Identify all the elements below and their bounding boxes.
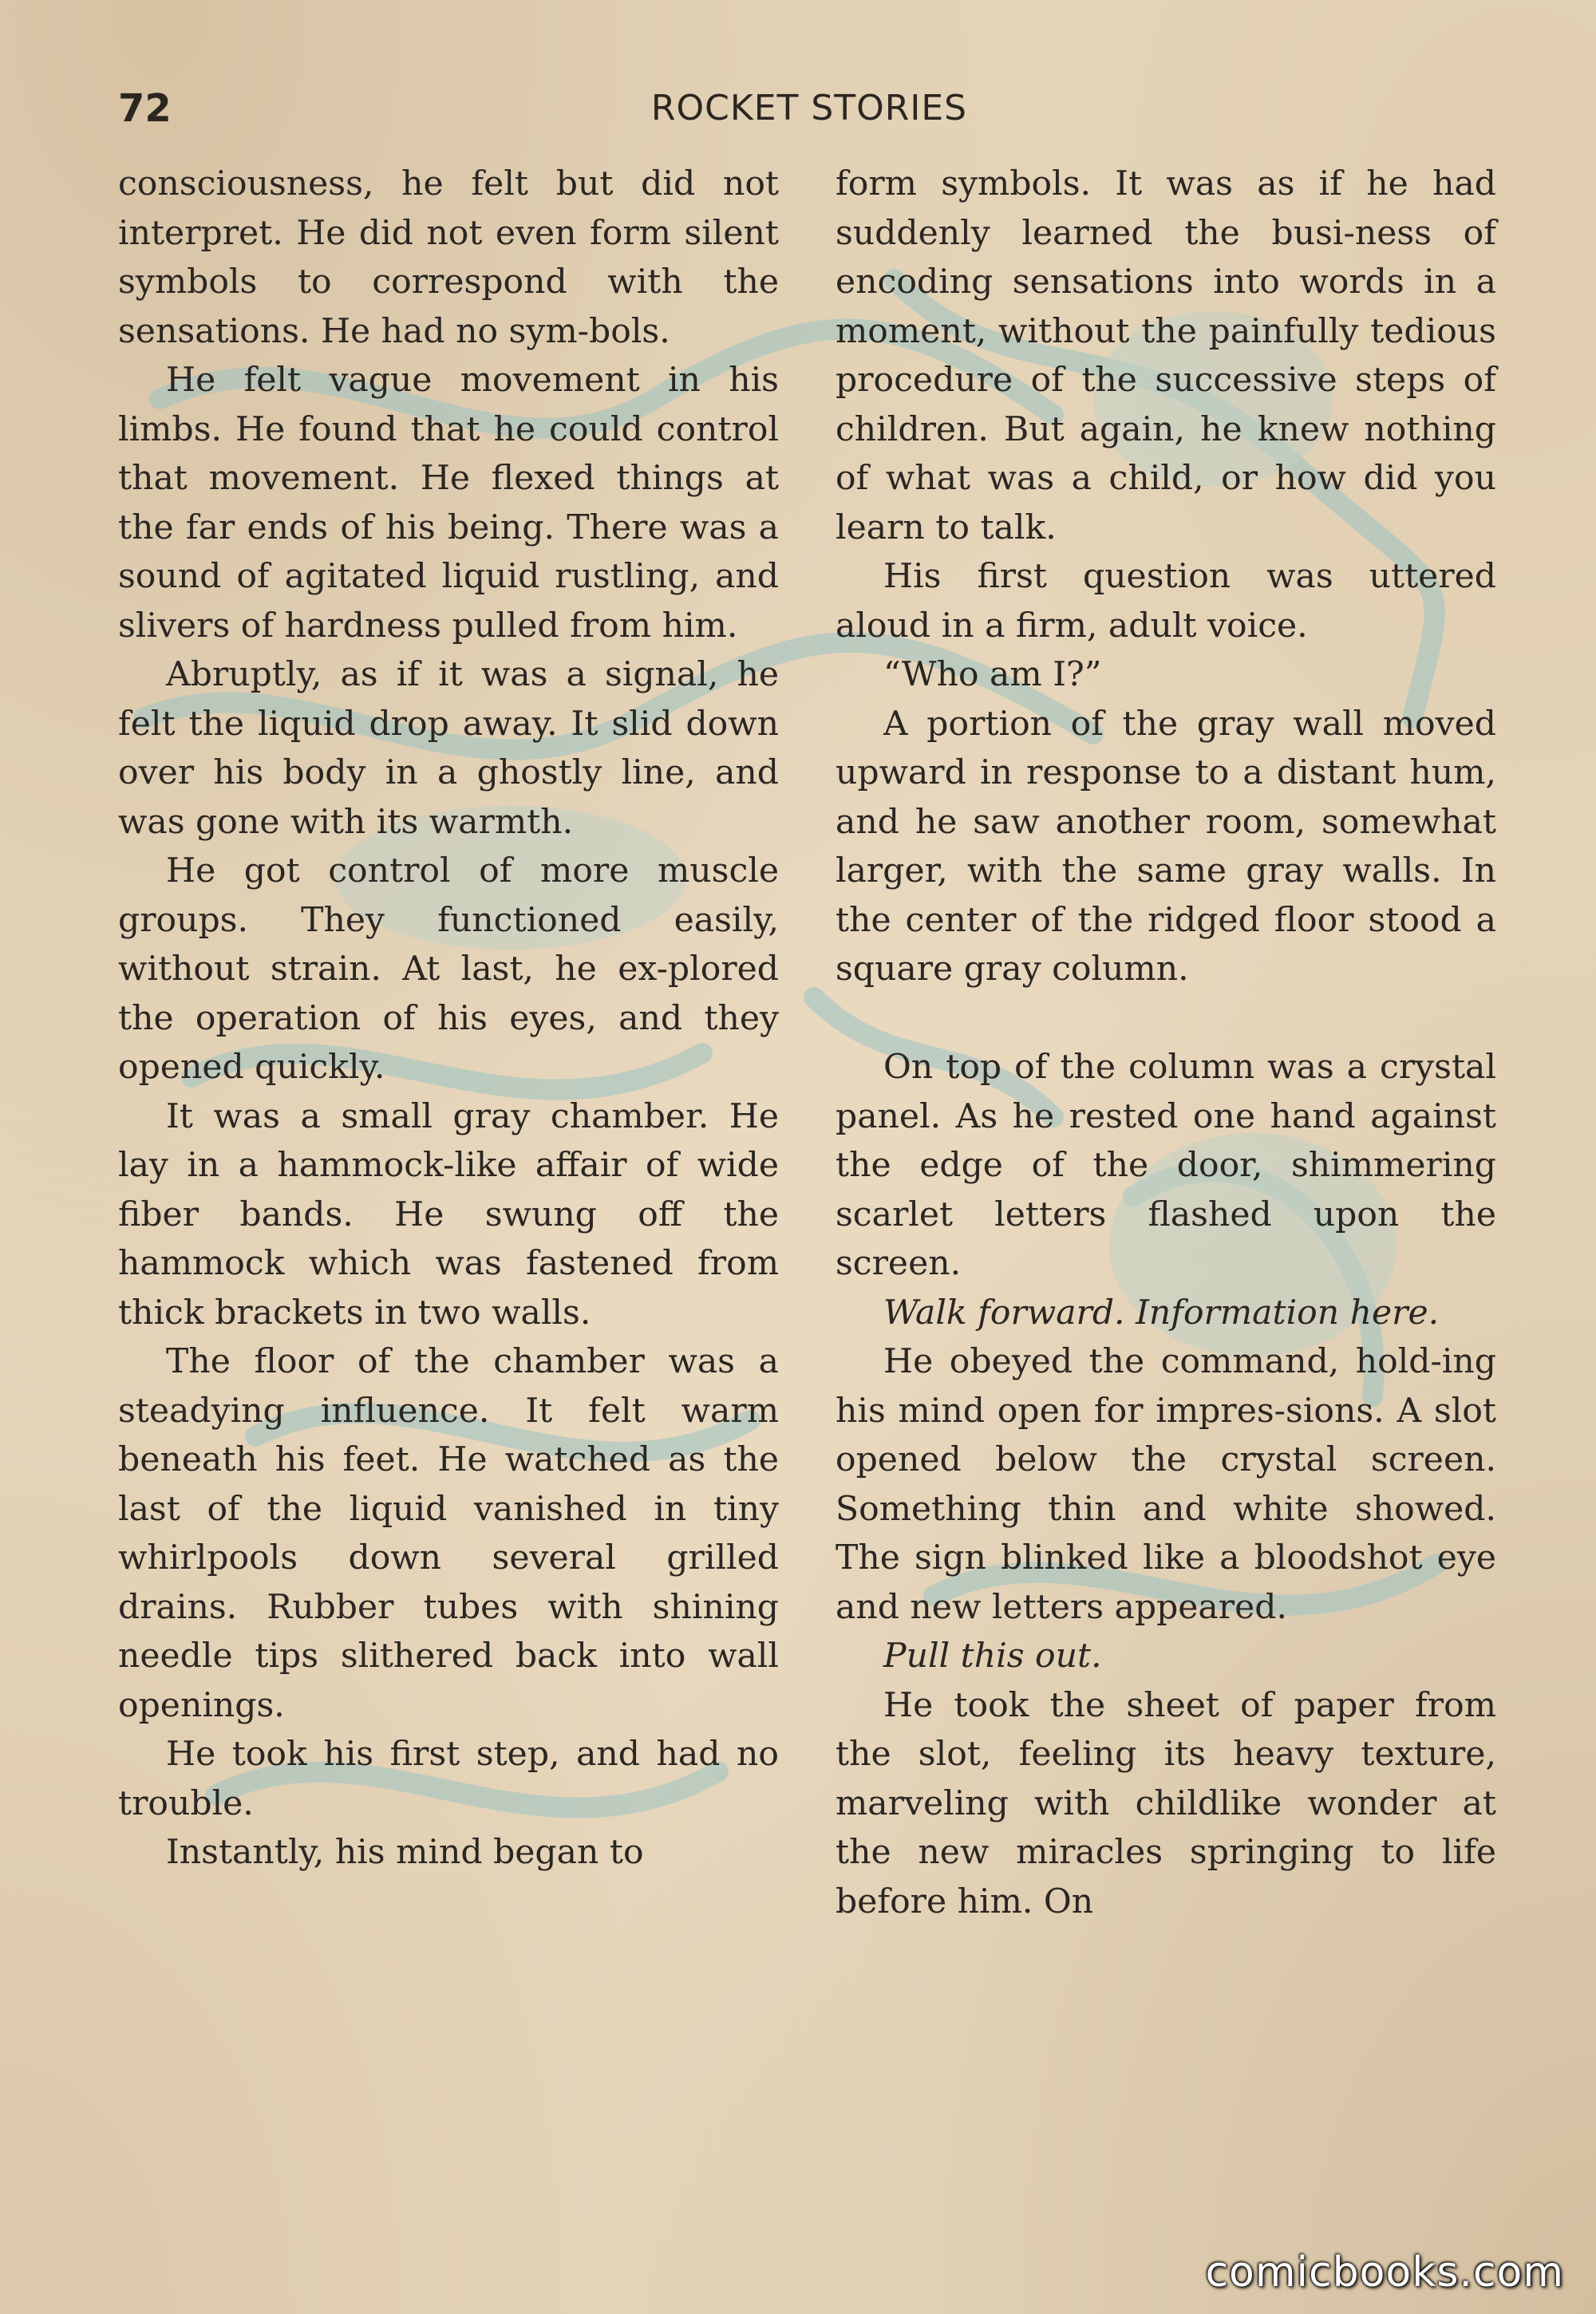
page-header — [118, 86, 1500, 142]
paragraph: He got control of more muscle groups. They functioned easily, without strain. At last, he ex-plored the operation of his eyes, and they opened quickly. — [118, 851, 779, 1087]
paragraph: The floor of the chamber was a steadying influence. It felt warm beneath his feet. He watched as the last of the liquid vanished in tiny whirlpools down several grilled drains. Rubber tubes with shining needle tips slithered back into wall openings. — [118, 1342, 779, 1725]
paragraph: A portion of the gray wall moved upward in response to a distant hum, and he saw another room, somewhat larger, with the same gray walls. In the center of the ridged floor stood a square gray column. — [836, 704, 1496, 989]
running-head: ROCKET STORIES — [650, 88, 968, 128]
left-text-column — [118, 160, 779, 1878]
screen-message: Walk forward. Information here. — [883, 1293, 1440, 1333]
paragraph: His first question was uttered aloud in a firm, adult voice. — [836, 557, 1496, 646]
right-text-column — [836, 160, 1496, 1926]
quoted-question: “Who am I?” — [883, 655, 1102, 694]
paragraph: On top of the column was a crystal panel. As he rested one hand against the edge of the door, shimmering scarlet letters flashed upon the screen. — [836, 1048, 1496, 1283]
paragraph: He took the sheet of paper from the slot, feeling its heavy texture, marveling with childlike wonder at the new miracles springing to life before him. On — [836, 1685, 1496, 1921]
paragraph: Abruptly, as if it was a signal, he felt the liquid drop away. It slid down over his body in a ghostly line, and was gone with its warmth. — [118, 655, 779, 842]
watermark: comicbooks.com — [1205, 2249, 1564, 2296]
paragraph: form symbols. It was as if he had suddenly learned the busi-ness of encoding sensations into words in a moment, without the painfully tedious procedure of the successive steps of children. But again, he knew nothing of what was a child, or how did you learn to talk. — [836, 164, 1496, 547]
paragraph: He obeyed the command, hold-ing his mind open for impres-sions. A slot opened below the crystal screen. Something thin and white showed. The sign blinked like a bloodshot eye and new letters appeared. — [836, 1342, 1496, 1627]
paragraph: consciousness, he felt but did not interpret. He did not even form silent symbols to correspond with the sensations. He had no sym-bols. — [118, 164, 779, 351]
page-number: 72 — [118, 86, 172, 131]
screen-message: Pull this out. — [883, 1637, 1102, 1676]
paragraph: Instantly, his mind began to — [166, 1833, 644, 1872]
paragraph: He took his first step, and had no trouble. — [118, 1735, 779, 1823]
paragraph: It was a small gray chamber. He lay in a hammock-like affair of wide fiber bands. He swung off the hammock which was fastened from thick brackets in two walls. — [118, 1096, 779, 1333]
paragraph: He felt vague movement in his limbs. He found that he could control that movement. He flexed things at the far ends of his being. There was a sound of agitated liquid rustling, and slivers of hardness pulled from him. — [118, 361, 779, 646]
